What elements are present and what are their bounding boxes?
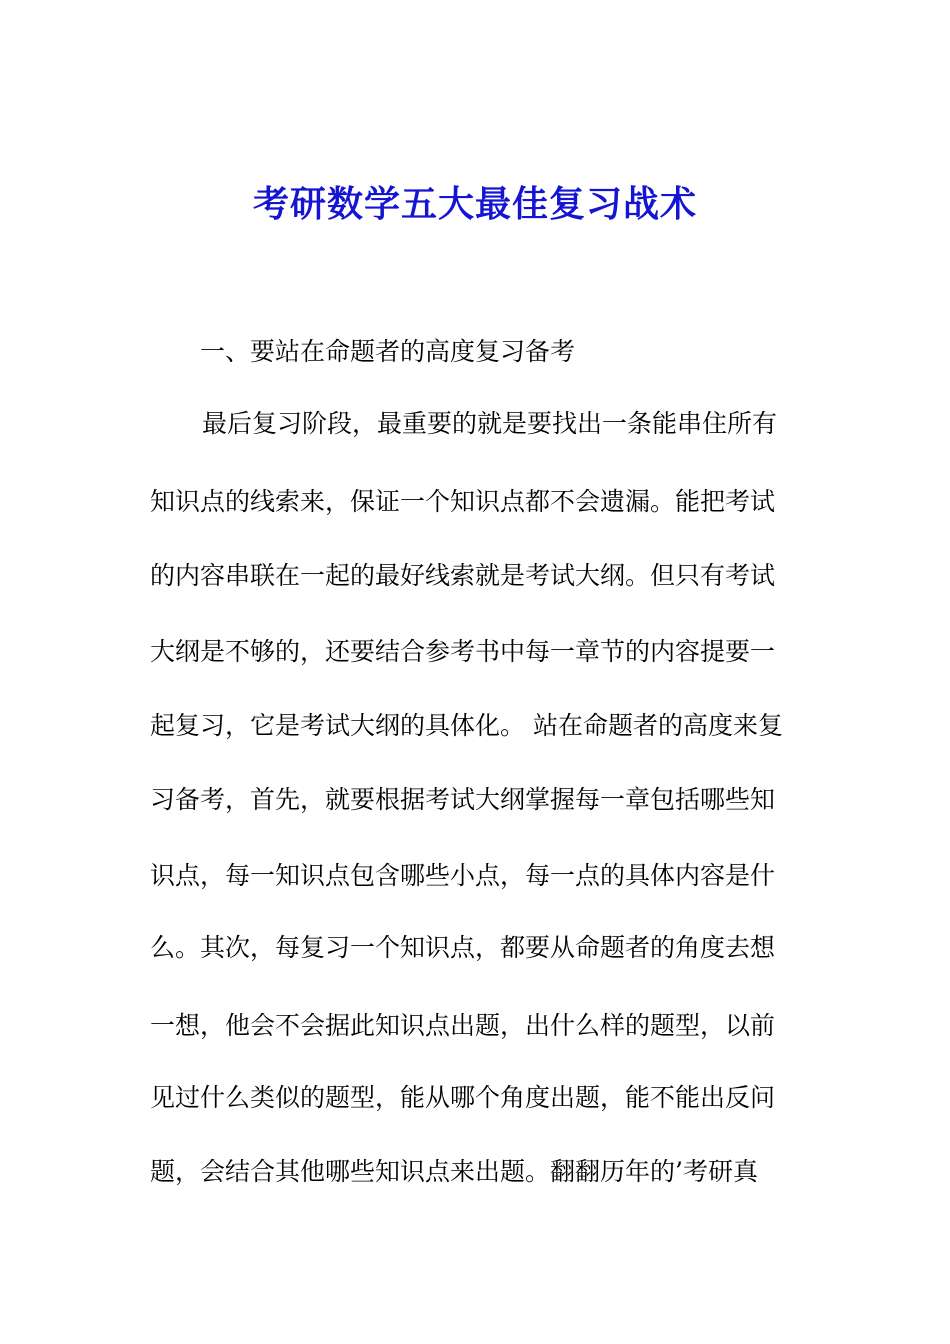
- paragraph-line: 习备考，首先，就要根据考试大纲掌握每一章包括哪些知: [150, 785, 776, 814]
- paragraph-line: 识点，每一知识点包含哪些小点，每一点的具体内容是什: [150, 861, 776, 890]
- paragraph-line: 大纲是不够的，还要结合参考书中每一章节的内容提要一: [150, 637, 776, 666]
- paragraph-line: 知识点的线索来，保证一个知识点都不会遗漏。能把考试: [150, 487, 776, 516]
- paragraph-line: 最后复习阶段，最重要的就是要找出一条能串住所有: [202, 409, 778, 438]
- paragraph-line: 见过什么类似的题型，能从哪个角度出题，能不能出反问: [150, 1083, 776, 1112]
- paragraph-line: 题，会结合其他哪些知识点来出题。翻翻历年的’考研真: [150, 1157, 758, 1186]
- paragraph-line: 的内容串联在一起的最好线索就是考试大纲。但只有考试: [150, 561, 776, 590]
- section-heading: 一、要站在命题者的高度复习备考: [200, 337, 576, 366]
- paragraph-line: 么。其次，每复习一个知识点，都要从命题者的角度去想: [150, 933, 776, 962]
- document-title: 考研数学五大最佳复习战术: [252, 183, 697, 225]
- paragraph-line: 一想，他会不会据此知识点出题，出什么样的题型，以前: [150, 1011, 776, 1040]
- paragraph-line: 起复习，它是考试大纲的具体化。 站在命题者的高度来复: [150, 711, 783, 740]
